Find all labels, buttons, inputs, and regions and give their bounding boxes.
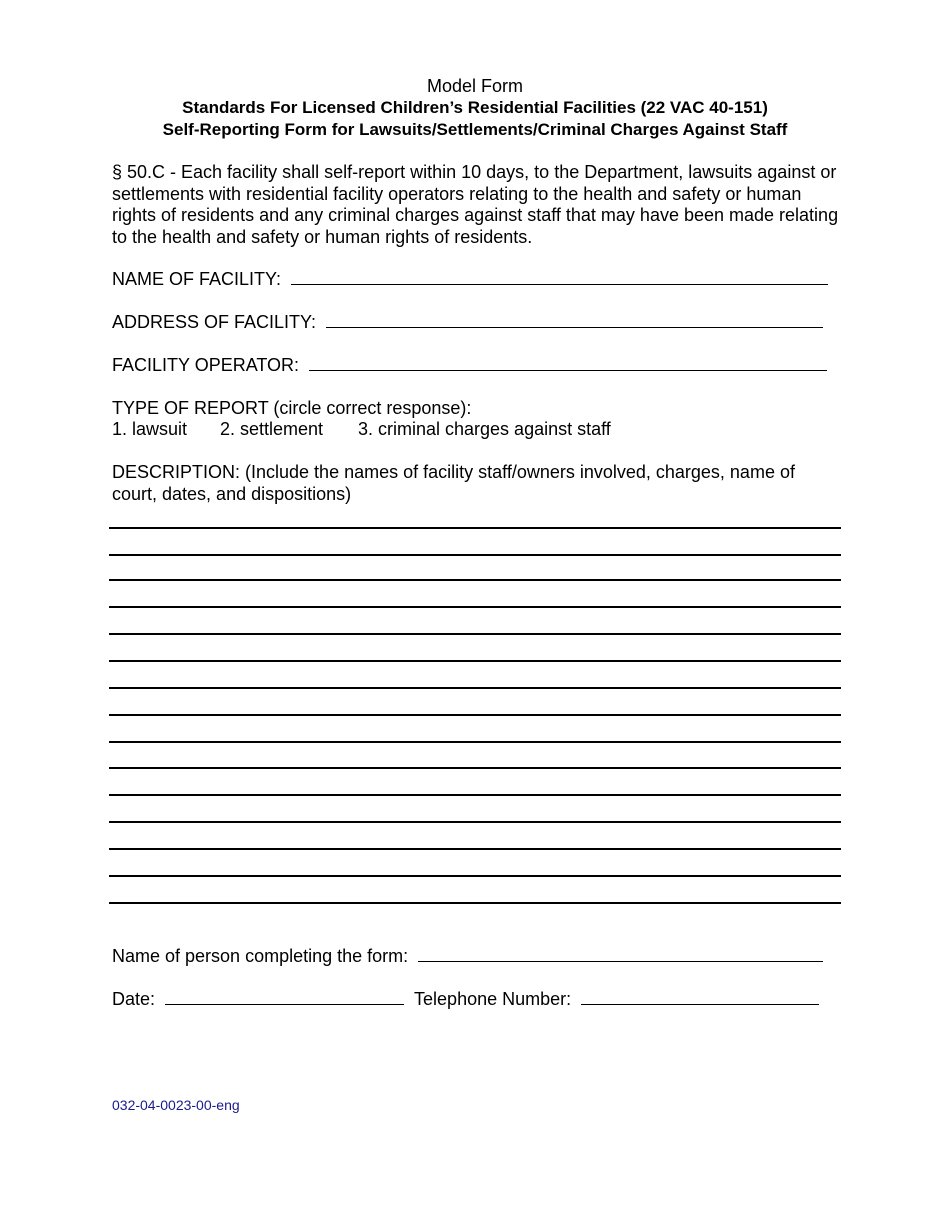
person-completing-row [112,946,823,967]
report-option-lawsuit[interactable]: 1. lawsuit [112,419,188,439]
description-line[interactable] [109,579,841,581]
date-telephone-row [112,989,819,1010]
person-completing-label: Name of person completing the form: [112,946,409,966]
description-line[interactable] [109,848,841,850]
description-line[interactable] [109,902,841,904]
facility-name-label: NAME OF FACILITY: [112,269,282,289]
facility-address-label: ADDRESS OF FACILITY: [112,312,317,332]
description-line[interactable] [109,714,841,716]
description-line[interactable] [109,794,841,796]
description-line[interactable] [109,527,841,529]
facility-address-field[interactable] [326,313,823,328]
description-line[interactable] [109,554,841,556]
person-completing-field[interactable] [418,947,823,962]
facility-name-row [112,269,828,290]
report-option-settlement[interactable]: 2. settlement [220,419,324,439]
description-line[interactable] [109,606,841,608]
description-line[interactable] [109,687,841,689]
facility-operator-field[interactable] [309,356,827,371]
date-field[interactable] [165,990,404,1005]
facility-name-field[interactable] [291,270,828,285]
facility-operator-label: FACILITY OPERATOR: [112,355,300,375]
form-code: 032-04-0023-00-eng [112,1097,240,1113]
facility-operator-row [112,355,827,376]
report-option-criminal-charges[interactable]: 3. criminal charges against staff [358,419,611,439]
description-line[interactable] [109,633,841,635]
description-label: DESCRIPTION: (Include the names of facility staff/owners involved, charges, name of court, dates, and dispositions) [112,462,795,504]
date-label: Date: [112,989,156,1009]
description-line[interactable] [109,741,841,743]
standards-title: Standards For Licensed Children’s Residential Facilities (22 VAC 40-151) [182,98,768,117]
report-type-label: TYPE OF REPORT (circle correct response): [112,398,472,418]
description-line[interactable] [109,875,841,877]
model-form-heading: Model Form [426,76,524,96]
description-line[interactable] [109,660,841,662]
report-type-options [112,419,611,440]
telephone-field[interactable] [581,990,819,1005]
description-line[interactable] [109,821,841,823]
facility-address-row [112,312,823,333]
regulation-paragraph: § 50.C - Each facility shall self-report within 10 days, to the Department, lawsuits against or settlements with residential facility operators relating to the health and safety or human rights of residents and any criminal charges against staff that may have been made relating to the health and safety or human rights of residents. [112,162,839,247]
description-line[interactable] [109,767,841,769]
form-title: Self-Reporting Form for Lawsuits/Settlements/Criminal Charges Against Staff [162,120,788,139]
telephone-label: Telephone Number: [414,989,572,1009]
